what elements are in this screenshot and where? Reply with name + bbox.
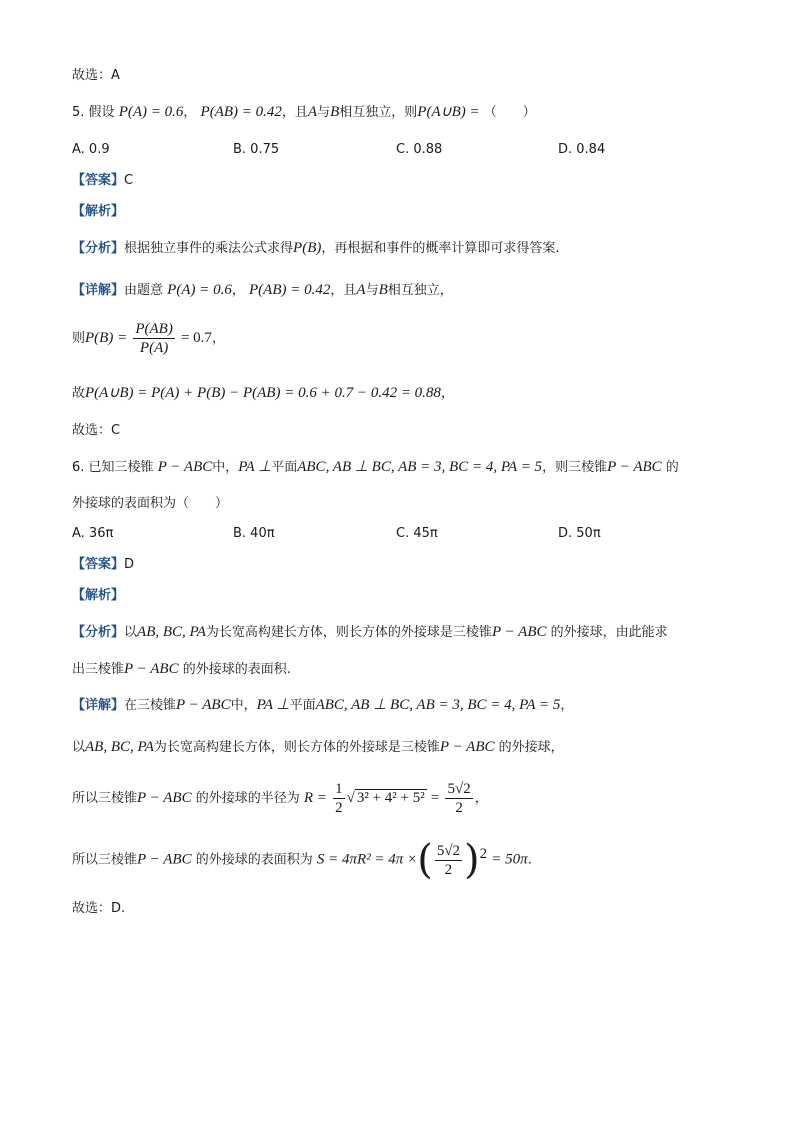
q6-xj-cond: PA ⊥ xyxy=(256,697,290,713)
q6-square-exp: 2 xyxy=(479,846,488,863)
q6-l2-edges: AB, BC, PA xyxy=(85,739,154,755)
q5-blank: （ ） xyxy=(483,105,536,120)
q6-plane: 平面 xyxy=(271,460,298,475)
q6-option-b: B. 40π xyxy=(233,526,275,541)
q5-ze: 则 xyxy=(72,331,86,346)
q5-pb-num: P(AB) xyxy=(135,321,173,337)
q6-answer-tag: 【答案】 xyxy=(72,557,125,572)
q6-l2-a: 以 xyxy=(72,740,86,755)
q6-stem-d: 的 xyxy=(665,460,679,475)
q6-l2-b: 为长宽高构建长方体，则长方体的外接球是三棱锥 xyxy=(153,740,440,755)
q5-xiangjie-tag: 【详解】 xyxy=(72,283,125,298)
q6-cond: PA ⊥ xyxy=(238,459,272,475)
q6-half-den: 2 xyxy=(335,800,343,816)
q5-option-d: D. 0.84 xyxy=(558,142,606,157)
q5-fenxi xyxy=(72,238,560,259)
q6-stem-a: 6. 已知三棱锥 xyxy=(72,460,154,475)
q5-final-eq: P(A∪B) = P(A) + P(B) − P(AB) = 0.6 + 0.7 − 0.42 = 0.88 xyxy=(85,385,441,401)
q5-fenxi-pb: P(B) xyxy=(293,240,322,256)
q6-l2-c: 的外接球， xyxy=(498,740,564,755)
q6-fx-pabc2: P − ABC xyxy=(124,661,179,677)
q5-pb-fraction xyxy=(133,320,174,357)
q6-fx-a: 以 xyxy=(124,625,138,640)
q6-fx-edges: AB, BC, PA xyxy=(137,624,206,640)
q5-xj-sep: ， xyxy=(231,283,245,298)
q5-answer-value: C xyxy=(124,173,134,188)
q5-xj-c: 相互独立， xyxy=(387,283,453,298)
q5-stem-b: ，且 xyxy=(281,105,308,120)
q5-final xyxy=(72,383,454,404)
q6-r-den: 2 xyxy=(455,800,463,816)
q6-xj-pabc: P − ABC xyxy=(176,697,231,713)
q6-half-num: 1 xyxy=(335,781,343,797)
q6-l2-pabc: P − ABC xyxy=(439,739,495,755)
q5-event-a: A xyxy=(307,104,318,120)
q5-fenxi-a: 根据独立事件的乘法公式求得 xyxy=(124,241,294,256)
q5-answer xyxy=(72,171,133,191)
q5-pb-den: P(A) xyxy=(139,340,169,356)
q6-s-rhs: = 50π xyxy=(491,851,528,868)
q6-s-lhs: S = 4πR² = 4π × xyxy=(316,851,418,868)
q5-xj-b: ，且 xyxy=(330,283,357,298)
q6-l4-end: . xyxy=(527,852,532,868)
q6-xj-a: 在三棱锥 xyxy=(124,698,177,713)
q6-l3-a: 所以三棱锥 xyxy=(72,791,138,806)
q5-final-end: ， xyxy=(440,386,454,401)
q6-pabc2: P − ABC xyxy=(607,459,662,475)
q6-fenxi-tag: 【分析】 xyxy=(72,625,125,640)
q5-xj-a: 由题意 xyxy=(124,283,164,298)
q6-l4-pabc: P − ABC xyxy=(137,851,192,868)
q5-event-b: B xyxy=(330,104,340,120)
prev-answer-line: 故选：A xyxy=(72,68,120,83)
q6-s-fraction xyxy=(435,842,462,879)
q5-analysis-tag xyxy=(72,202,124,222)
q5-pab: P(AB) = 0.42 xyxy=(200,104,282,120)
q5-pb-rhs: = 0.7 xyxy=(180,330,212,346)
q6-xiangjie-tag: 【详解】 xyxy=(72,698,125,713)
q6-fx-b: 为长宽高构建长方体，则长方体的外接球是三棱锥 xyxy=(205,625,492,640)
q6-l3-b: 的外接球的半径为 xyxy=(195,791,300,806)
q6-cond2: ABC, AB ⊥ BC, AB = 3, BC = 4, PA = 5 xyxy=(297,459,543,475)
q5-stem xyxy=(72,102,536,123)
q6-analysis-tag xyxy=(72,586,124,606)
q6-fx-c: 的外接球，由此能求 xyxy=(550,625,668,640)
q6-end: 故选：D. xyxy=(72,901,126,916)
q5-aub: P(A∪B) = xyxy=(417,104,480,120)
q5-stem-a: 5. 假设 xyxy=(72,105,115,120)
q6-eq: = xyxy=(430,790,440,806)
q6-option-a: A. 36π xyxy=(72,526,114,541)
q6-r-fraction xyxy=(445,780,472,817)
q6-radical-sign: √ xyxy=(346,790,355,806)
q5-xj-pa: P(A) = 0.6 xyxy=(167,282,232,298)
q6-l3-end: ， xyxy=(474,791,488,806)
q5-fenxi-tag: 【分析】 xyxy=(72,241,125,256)
q6-stem xyxy=(72,457,679,478)
q5-gu: 故 xyxy=(72,386,86,401)
q6-xiangjie xyxy=(72,695,573,716)
q6-fenxi-line2 xyxy=(72,659,291,680)
q5-pa: P(A) = 0.6 xyxy=(118,104,184,120)
q6-stem-b: 中， xyxy=(212,460,239,475)
q6-analysis-label: 【解析】 xyxy=(72,588,125,603)
q5-answer-tag: 【答案】 xyxy=(72,173,125,188)
q5-xiangjie xyxy=(72,280,453,301)
q6-s-num: 5√2 xyxy=(436,842,461,859)
q6-paren-open: ( xyxy=(417,837,433,883)
q5-stem-c: 相互独立，则 xyxy=(339,105,418,120)
q5-yu: 与 xyxy=(317,105,331,120)
q6-xj-cond2: ABC, AB ⊥ BC, AB = 3, BC = 4, PA = 5 xyxy=(315,697,561,713)
q6-l4-a: 所以三棱锥 xyxy=(72,852,138,868)
q6-fx-e: 的外接球的表面积. xyxy=(182,662,291,677)
q5-pb-lhs: P(B) = xyxy=(85,330,128,346)
q6-stem-c: ，则三棱锥 xyxy=(542,460,608,475)
q5-analysis-label: 【解析】 xyxy=(72,204,125,219)
q6-option-c: C. 45π xyxy=(396,526,438,541)
q6-l4-b: 的外接球的表面积为 xyxy=(195,852,313,868)
q5-fenxi-b: ，再根据和事件的概率计算即可求得答案. xyxy=(321,241,560,256)
q5-option-c: C. 0.88 xyxy=(396,142,443,157)
q6-fx-pabc: P − ABC xyxy=(491,624,547,640)
q6-stem-e: 外接球的表面积为（ ） xyxy=(72,496,229,511)
q6-fx-d: 出三棱锥 xyxy=(72,662,125,677)
q5-pb-end: ， xyxy=(211,331,225,346)
q5-xj-event-a: A xyxy=(356,282,366,298)
q6-line2 xyxy=(72,737,564,758)
q6-surface-line xyxy=(72,837,532,883)
q5-option-b: B. 0.75 xyxy=(233,142,280,157)
q6-option-d: D. 50π xyxy=(558,526,601,541)
q5-option-a: A. 0.9 xyxy=(72,142,110,157)
q6-s-den: 2 xyxy=(444,861,453,878)
q6-answer xyxy=(72,555,134,575)
q6-paren-close: ) xyxy=(464,837,480,883)
q6-radius-line xyxy=(72,780,488,817)
q6-fenxi-line1 xyxy=(72,622,668,643)
q6-xj-end: ， xyxy=(560,698,574,713)
q6-r-lhs: R = xyxy=(303,790,327,806)
q6-radicand: 3² + 4² + 5² xyxy=(356,790,425,806)
q5-xj-event-b: B xyxy=(378,282,388,298)
q6-answer-value: D xyxy=(124,557,135,572)
q6-xj-b: 中， xyxy=(230,698,257,713)
q6-half-fraction xyxy=(333,780,345,817)
q5-xj-yu: 与 xyxy=(365,283,379,298)
q6-pabc: P − ABC xyxy=(157,459,213,475)
q5-sep: ， xyxy=(183,105,197,120)
q5-xj-pab: P(AB) = 0.42 xyxy=(249,282,331,298)
q6-l3-pabc: P − ABC xyxy=(137,790,192,806)
q5-end: 故选：C xyxy=(72,423,121,438)
q5-pb-line xyxy=(72,320,225,357)
q6-r-num: 5√2 xyxy=(447,781,471,797)
q6-xj-plane: 平面 xyxy=(289,698,316,713)
